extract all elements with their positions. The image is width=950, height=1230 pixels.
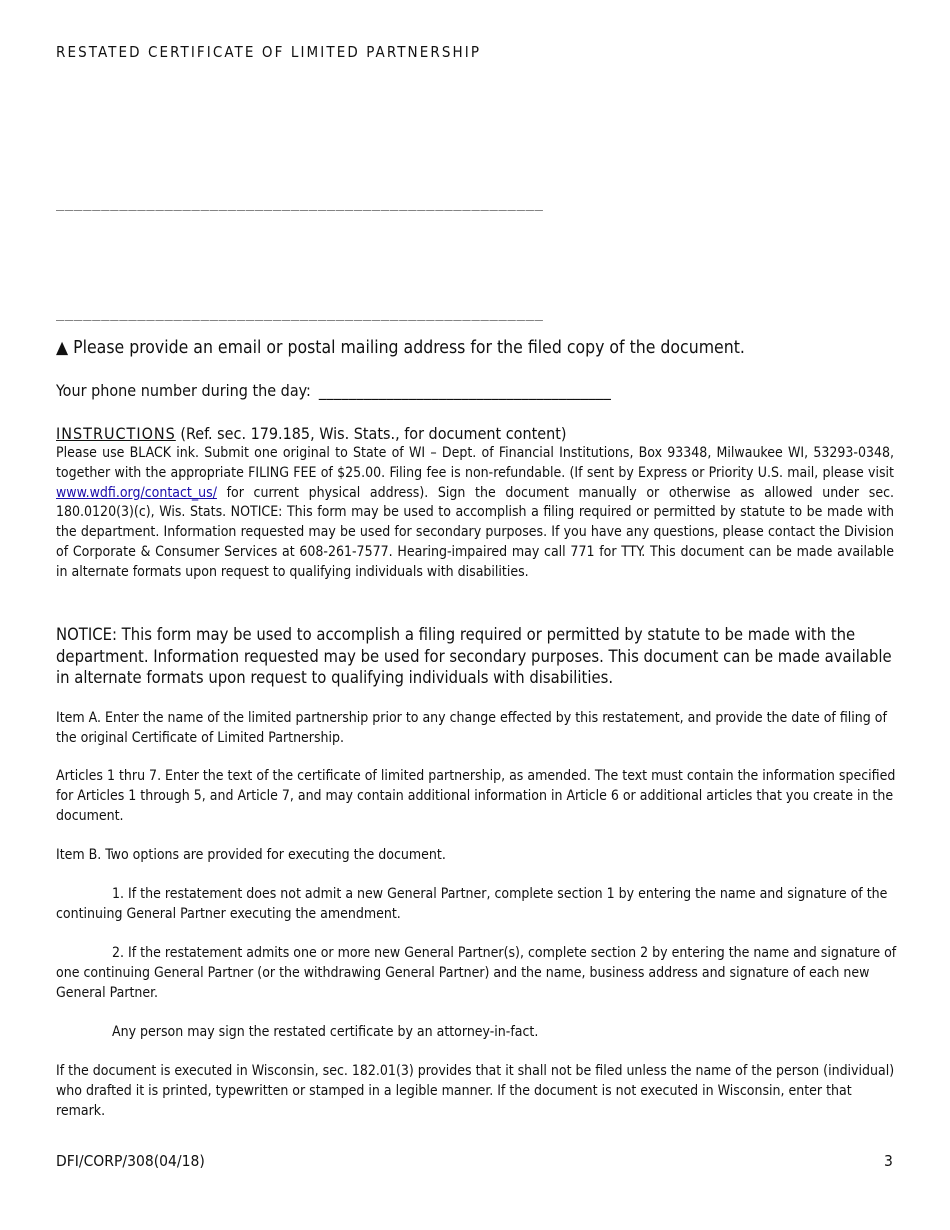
form-code: DFI/CORP/308(04/18) xyxy=(56,1152,205,1170)
instructions-title: INSTRUCTIONS xyxy=(56,424,176,443)
option-2-instructions xyxy=(56,944,901,1003)
option-1-instructions xyxy=(56,885,901,925)
up-arrow-icon: ▲ xyxy=(56,338,69,358)
instructions-body-part1: Please use BLACK ink. Submit one original to State of WI – Dept. of Financial Institutions, Box 93348, Milwaukee WI, 53293-0348, together with the appropriate FILING FEE of $25.00. Filing fee is non-refundable. (If sent by Express or Priority U.S. mail, please visit xyxy=(56,445,894,481)
option-2-text: 2. If the restatement admits one or more new General Partner(s), complete section 2 by entering the name and signature of one continuing General Partner (or the withdrawing General Partner) and the name, business address and signature of each new General Partner. xyxy=(56,945,897,1001)
instructions-body-part2: for current physical address). Sign the document manually or otherwise as allowed under sec. 180.0120(3)(c), Wis. Stats. NOTICE: This form may be used to accomplish a filing required or permitted by statute to be made with the department. Information requested may be used for secondary purposes. If you have any questions, please contact the Division of Corporate & Consumer Services at 608-261-7577. Hearing-impaired may call 771 for TTY. This document can be made available in alternate formats upon request to qualifying individuals with disabilities. xyxy=(56,484,894,580)
instructions-body xyxy=(56,444,894,583)
item-a-instructions: Item A. Enter the name of the limited partnership prior to any change effected by this restatement, and provide the date of filing of the original Certificate of Limited Partnership. xyxy=(56,710,887,746)
attorney-text: Any person may sign the restated certificate by an attorney-in-fact. xyxy=(112,1024,539,1040)
option-1-text: 1. If the restatement does not admit a new General Partner, complete section 1 by entering the name and signature of the continuing General Partner executing the amendment. xyxy=(56,886,888,922)
attorney-in-fact-note xyxy=(56,1023,901,1043)
contact-us-link[interactable]: www.wdfi.org/contact_us/ xyxy=(56,484,217,501)
page-title: RESTATED CERTIFICATE OF LIMITED PARTNERSHIP xyxy=(56,43,482,61)
phone-field xyxy=(56,381,611,400)
instructions-heading xyxy=(56,424,566,443)
mailing-address-note xyxy=(56,338,745,358)
signature-line-1: ______________________________________________________ xyxy=(56,195,544,211)
instructions-ref: (Ref. sec. 179.185, Wis. Stats., for document content) xyxy=(175,424,567,443)
articles-instructions: Articles 1 thru 7. Enter the text of the certificate of limited partnership, as amended. The text must contain the information specified for Articles 1 through 5, and Article 7, and may contain additional information in Article 6 or additional articles that you create in the document. xyxy=(56,768,896,824)
wisconsin-execution-note: If the document is executed in Wisconsin, sec. 182.01(3) provides that it shall not be filed unless the name of the person (individual) who drafted it is printed, typewritten or stamped in a legible manner. If the document is not executed in Wisconsin, enter that remark. xyxy=(56,1063,895,1119)
phone-label: Your phone number during the day: xyxy=(56,381,311,400)
page-number: 3 xyxy=(884,1152,893,1170)
signature-line-2: ______________________________________________________ xyxy=(56,305,544,321)
mailing-address-text: Please provide an email or postal mailing address for the filed copy of the document. xyxy=(73,338,745,358)
phone-blank: _______________________________________ xyxy=(318,381,612,400)
notice-paragraph: NOTICE: This form may be used to accomplish a filing required or permitted by statute to be made with the department. Information requested may be used for secondary purposes. This document can be made available in alternate formats upon request to qualifying individuals with disabilities. xyxy=(56,625,892,687)
item-b-instructions: Item B. Two options are provided for executing the document. xyxy=(56,847,446,863)
